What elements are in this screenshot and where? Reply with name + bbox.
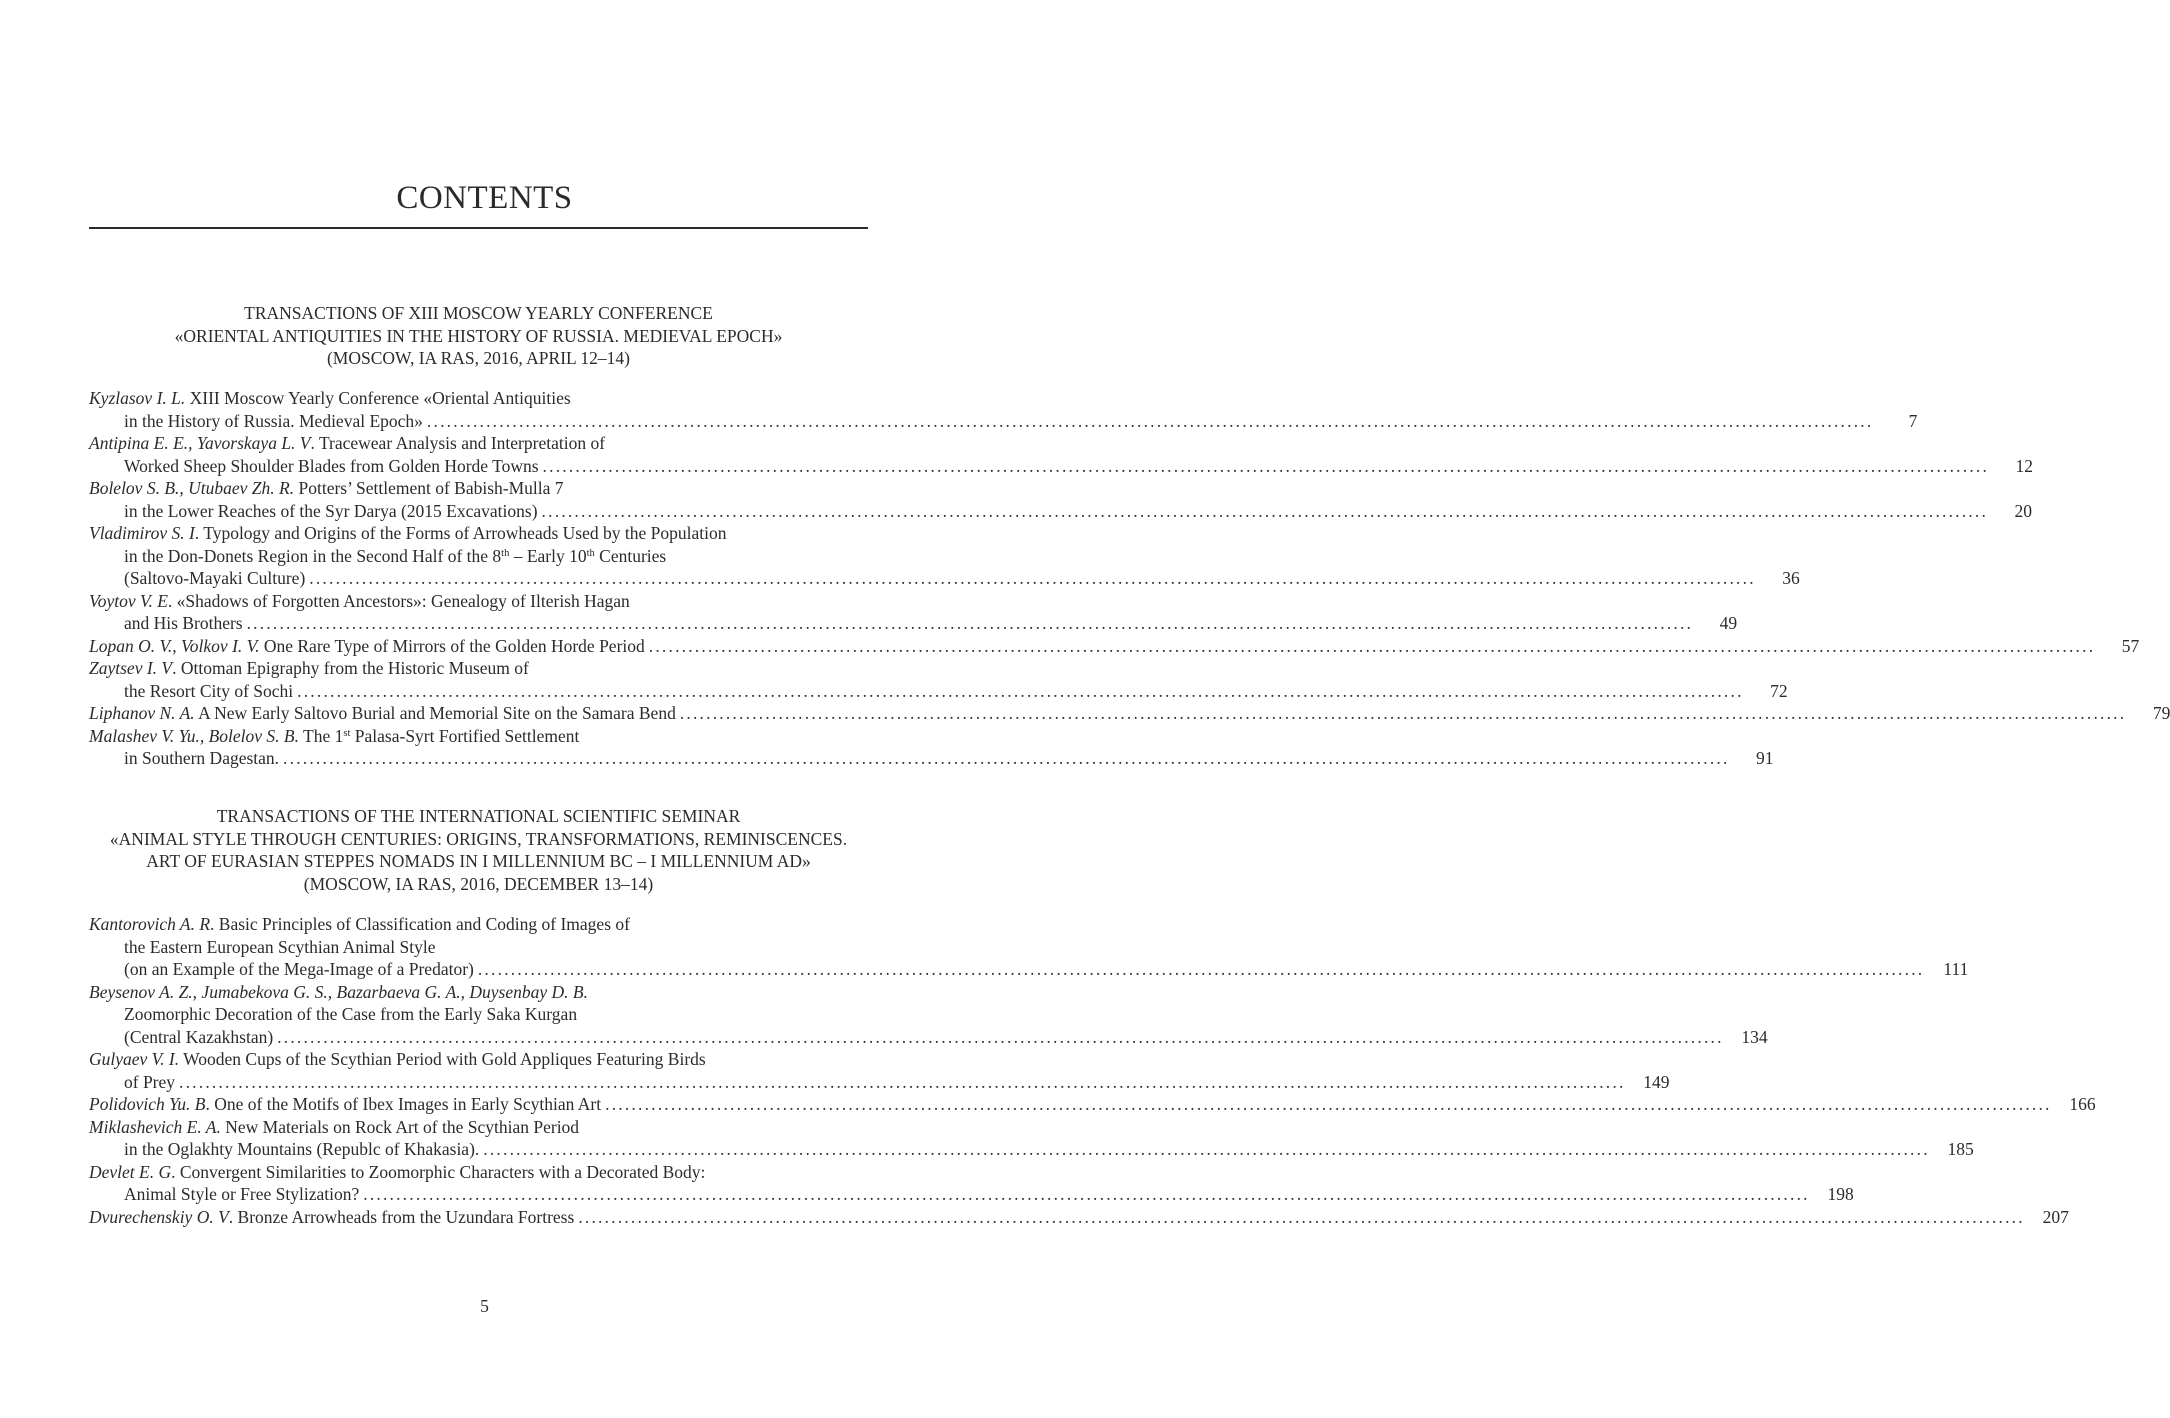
toc-page-number: 57 xyxy=(2121,635,2140,656)
toc-line xyxy=(89,1183,1854,1206)
toc-author: Beysenov A. Z., Jumabekova G. S., Bazarbaeva G. A., Duysenbay D. B. xyxy=(89,981,588,1002)
toc-title: . Bronze Arrowheads from the Uzundara Fortress xyxy=(228,1206,575,1227)
toc-line xyxy=(89,432,868,455)
superscript: th xyxy=(501,547,510,559)
dot-leader: ............................................................................................................................................................................................................................ xyxy=(363,1184,1810,1204)
section1-heading-line: (MOSCOW, IA RAS, 2016, APRIL 12–14) xyxy=(326,348,631,368)
toc-title: – Early 10 xyxy=(509,545,587,566)
dot-leader: ............................................................................................................................................................................................................................ xyxy=(648,635,2096,656)
toc-title: . «Shadows of Forgotten Ancestors»: Genealogy of Ilterish Hagan xyxy=(167,590,630,611)
section2-heading-line: ART OF EURASIAN STEPPES NOMADS IN I MILLENNIUM BC – I MILLENNIUM AD» xyxy=(146,851,811,871)
superscript: th xyxy=(586,547,595,559)
toc-title: Zoomorphic Decoration of the Case from the Early Saka Kurgan xyxy=(124,1004,578,1024)
toc-line xyxy=(89,725,868,748)
toc-line xyxy=(89,410,1918,433)
toc-page-number: 185 xyxy=(1947,1139,1974,1159)
toc-line xyxy=(89,590,868,613)
toc-page-number: 198 xyxy=(1827,1184,1854,1204)
toc-title: . One of the Motifs of Ibex Images in Early Scythian Art xyxy=(205,1094,602,1114)
toc-author: Liphanov N. A. xyxy=(89,703,195,723)
dot-leader: ............................................................................................................................................................................................................................ xyxy=(483,1139,1930,1159)
dot-leader: ............................................................................................................................................................................................................................ xyxy=(541,500,1989,521)
toc-title: Centuries xyxy=(594,545,667,566)
dot-leader: ............................................................................................................................................................................................................................ xyxy=(542,455,1990,476)
dot-leader: ............................................................................................................................................................................................................................ xyxy=(277,1026,1724,1047)
dot-leader: ............................................................................................................................................................................................................................ xyxy=(179,1071,1626,1092)
section2-heading-line: (MOSCOW, IA RAS, 2016, DECEMBER 13–14) xyxy=(303,873,654,894)
toc-title: New Materials on Rock Art of the Scythian Period xyxy=(220,1116,580,1137)
section2-heading xyxy=(89,805,868,895)
toc-author: Voytov V. E xyxy=(89,590,168,611)
toc-line xyxy=(89,1116,868,1139)
dot-leader: ............................................................................................................................................................................................................................ xyxy=(297,680,1744,701)
toc-line xyxy=(89,387,868,410)
toc-author: Gulyaev V. I. xyxy=(89,1049,180,1069)
toc-title: and His Brothers xyxy=(124,613,243,633)
toc-line xyxy=(89,1206,2069,1229)
toc-title: (Saltovo-Mayaki Culture) xyxy=(124,568,306,588)
toc-title: Wooden Cups of the Scythian Period with Gold Appliques Featuring Birds xyxy=(179,1049,706,1069)
toc-line xyxy=(89,477,868,500)
toc-title: the Eastern European Scythian Animal Style xyxy=(124,936,436,957)
toc-line xyxy=(89,747,1774,770)
toc-line xyxy=(89,612,1738,635)
dot-leader: ............................................................................................................................................................................................................................ xyxy=(283,748,1730,768)
toc-page-number: 149 xyxy=(1643,1071,1670,1092)
toc-line xyxy=(89,635,2140,658)
dot-leader: ............................................................................................................................................................................................................................ xyxy=(605,1094,2052,1114)
toc-title: Worked Sheep Shoulder Blades from Golden Horde Towns xyxy=(124,455,539,476)
toc-title: . Typology and Origins of the Forms of Arrowheads Used by the Population xyxy=(194,523,727,543)
toc-author: Kantorovich A. R xyxy=(89,914,211,934)
toc-title: Animal Style or Free Stylization? xyxy=(124,1184,360,1204)
toc-entry xyxy=(89,635,645,658)
section1-toc xyxy=(89,387,2170,770)
toc-title: the Resort City of Sochi xyxy=(124,680,294,701)
superscript: st xyxy=(343,727,351,739)
toc-author: Zaytsev I. V xyxy=(89,658,173,678)
page-number: 5 xyxy=(480,1296,489,1316)
toc-title: A New Early Saltovo Burial and Memorial Site on the Samara Bend xyxy=(194,703,676,723)
toc-author: Malashev V. Yu., Bolelov S. B. xyxy=(89,725,299,746)
section2-heading-line: TRANSACTIONS OF THE INTERNATIONAL SCIENTIFIC SEMINAR xyxy=(216,806,741,826)
toc-author: Antipina E. E., Yavorskaya L. V xyxy=(89,433,311,453)
toc-title: . Basic Principles of Classification and Coding of Images of xyxy=(210,914,630,934)
title-rule xyxy=(89,227,868,229)
toc-entry xyxy=(89,702,676,725)
toc-title: in the History of Russia. Medieval Epoch» xyxy=(124,410,423,431)
toc-author: Miklashevich E. A. xyxy=(89,1116,221,1137)
toc-line xyxy=(89,500,2033,523)
toc-page-number: 134 xyxy=(1741,1026,1768,1047)
section1-heading-line: «ORIENTAL ANTIQUITIES IN THE HISTORY OF RUSSIA. MEDIEVAL EPOCH» xyxy=(174,325,783,346)
dot-leader: ............................................................................................................................................................................................................................ xyxy=(426,410,1874,431)
toc-author: Bolelov S. B., Utubaev Zh. R. xyxy=(89,478,295,498)
dot-leader: ............................................................................................................................................................................................................................ xyxy=(578,1206,2025,1227)
toc-line xyxy=(89,702,2170,725)
toc-page-number: 111 xyxy=(1943,959,1969,979)
toc-title: The 1 xyxy=(298,725,344,746)
dot-leader: ............................................................................................................................................................................................................................ xyxy=(309,568,1756,588)
toc-title: of Prey xyxy=(124,1071,176,1092)
toc-author: Polidovich Yu. B xyxy=(89,1094,206,1114)
toc-page-number: 79 xyxy=(2152,703,2170,723)
toc-page-number: 36 xyxy=(1782,568,1800,588)
toc-line xyxy=(89,981,868,1004)
toc-author: Lopan O. V., Volkov I. V. xyxy=(89,635,260,656)
toc-title: . Tracewear Analysis and Interpretation of xyxy=(310,433,606,453)
toc-title: in the Lower Reaches of the Syr Darya (2015 Excavations) xyxy=(124,500,538,521)
toc-author: Dvurechenskiy O. V xyxy=(89,1206,229,1227)
toc-line xyxy=(89,1048,868,1071)
toc-author: Devlet E. G xyxy=(89,1161,172,1182)
toc-line xyxy=(89,1138,1974,1161)
toc-entry xyxy=(89,1206,574,1229)
toc-title: in the Don-Donets Region in the Second Half of the 8 xyxy=(124,545,502,566)
section2-toc xyxy=(89,913,2096,1228)
toc-author: Vladimirov S. I xyxy=(89,523,195,543)
toc-page-number: 12 xyxy=(2015,455,2034,476)
toc-entry xyxy=(89,1093,601,1116)
toc-page-number: 20 xyxy=(2014,500,2033,521)
toc-title: Potters’ Settlement of Babish-Mulla 7 xyxy=(294,478,564,498)
section1-heading xyxy=(89,302,868,370)
section1-heading-line: TRANSACTIONS OF XIII MOSCOW YEARLY CONFERENCE xyxy=(244,303,713,323)
toc-title: . Convergent Similarities to Zoomorphic Characters with a Decorated Body: xyxy=(171,1161,706,1182)
toc-line xyxy=(89,455,2034,478)
dot-leader: ............................................................................................................................................................................................................................ xyxy=(246,613,1694,633)
toc-page-number: 49 xyxy=(1719,613,1738,633)
toc-title: XIII Moscow Yearly Conference «Oriental Antiquities xyxy=(185,388,571,408)
toc-line xyxy=(89,567,1800,590)
toc-line xyxy=(89,1093,2096,1116)
toc-line xyxy=(89,913,868,936)
toc-line xyxy=(89,1003,868,1026)
toc-title: in the Oglakhty Mountains (Republc of Khakasia). xyxy=(124,1139,480,1159)
toc-line xyxy=(89,1161,868,1184)
toc-line xyxy=(89,958,1969,981)
toc-line xyxy=(89,545,868,568)
toc-title: Palasa-Syrt Fortified Settlement xyxy=(350,725,580,746)
section2-heading-line: «ANIMAL STYLE THROUGH CENTURIES: ORIGINS, TRANSFORMATIONS, REMINISCENCES. xyxy=(109,828,848,849)
dot-leader: ............................................................................................................................................................................................................................ xyxy=(477,959,1925,979)
toc-title: in Southern Dagestan. xyxy=(124,748,280,768)
toc-author: Kyzlasov I. L. xyxy=(89,388,186,408)
toc-line xyxy=(89,1071,1670,1094)
toc-page-number: 207 xyxy=(2042,1206,2069,1227)
toc-page-number: 166 xyxy=(2069,1094,2096,1114)
toc-page-number: 7 xyxy=(1908,410,1918,431)
toc-line xyxy=(89,657,868,680)
dot-leader: ............................................................................................................................................................................................................................ xyxy=(679,703,2127,723)
toc-line xyxy=(89,522,868,545)
toc-title: One Rare Type of Mirrors of the Golden Horde Period xyxy=(259,635,645,656)
toc-title: (on an Example of the Mega-Image of a Predator) xyxy=(124,959,474,979)
toc-title: . Ottoman Epigraphy from the Historic Museum of xyxy=(172,658,529,678)
toc-line xyxy=(89,936,868,959)
toc-page-number: 91 xyxy=(1756,748,1774,768)
toc-line xyxy=(89,680,1788,703)
page-title: CONTENTS xyxy=(396,180,573,216)
toc-title: (Central Kazakhstan) xyxy=(124,1026,274,1047)
toc-page-number: 72 xyxy=(1770,680,1788,701)
toc-line xyxy=(89,1026,1768,1049)
